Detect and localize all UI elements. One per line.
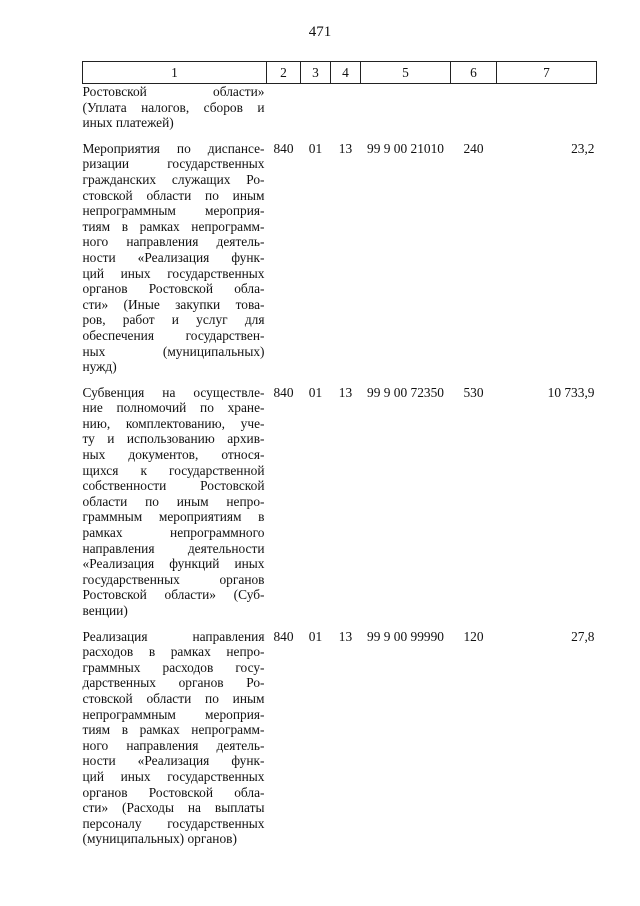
row-description <box>83 141 267 375</box>
description-line: ных документов, относя- <box>82 447 265 463</box>
description-line: сти» (Расходы на выплаты <box>82 800 265 816</box>
column-header-3: 3 <box>301 62 331 84</box>
description-line: тиям в рамках непрограмм- <box>82 722 265 738</box>
description-line: органов Ростовской обла- <box>82 281 265 297</box>
description-line: щихся к государственной <box>82 462 265 478</box>
header-row <box>83 62 597 84</box>
table-row <box>83 84 597 131</box>
description-line: обеспечения государствен- <box>82 327 265 343</box>
description-line: (Уплата налогов, сборов и <box>82 99 265 115</box>
cell-expense-type: 120 <box>463 628 484 644</box>
description-line: сти» (Иные закупки това- <box>82 296 265 312</box>
table-row <box>83 629 597 847</box>
description-line: ров, работ и услуг для <box>82 312 265 328</box>
table-body <box>83 84 597 847</box>
row-spacer-cell <box>83 131 597 141</box>
description-line: тиям в рамках непрограмм- <box>82 218 265 234</box>
cell-amount: 23,2 <box>571 140 595 156</box>
description-line: Ростовской области» (Суб- <box>82 587 265 603</box>
description-line: иных платежей) <box>82 115 174 131</box>
cell-expense-type: 530 <box>463 384 484 400</box>
row-description <box>83 629 267 847</box>
description-line: органов Ростовской обла- <box>82 784 265 800</box>
description-line: Реализация направления <box>82 628 265 644</box>
description-line: ций иных государственных <box>82 265 265 281</box>
description-line: ризации государственных <box>82 156 265 172</box>
row-spacer-cell <box>83 375 597 385</box>
row-spacer <box>83 375 597 385</box>
cell-subsection: 13 <box>338 384 353 400</box>
cell-subsection <box>331 84 361 131</box>
cell-amount: 27,8 <box>571 628 595 644</box>
cell-target-article: 99 9 00 72350 <box>367 384 444 400</box>
description-line: венции) <box>82 603 128 618</box>
cell-admin-code: 840 <box>273 384 294 400</box>
description-line: Субвенция на осуществле- <box>82 384 265 400</box>
description-line: ние полномочий по хране- <box>82 400 265 416</box>
cell-section: 01 <box>308 384 323 400</box>
cell-section: 01 <box>308 628 323 644</box>
description-line: ных (муниципальных) <box>82 343 265 359</box>
description-line: области по иным непро- <box>82 493 265 509</box>
description-line: дарственных органов Ро- <box>82 675 265 691</box>
description-line: (муниципальных) органов) <box>82 831 237 847</box>
description-line: ности «Реализация функ- <box>82 249 265 265</box>
description-line: нию, комплектованию, учe- <box>82 415 265 431</box>
column-header-2: 2 <box>267 62 301 84</box>
cell-admin-code <box>267 84 301 131</box>
description-line: персоналу государственных <box>82 815 265 831</box>
description-line: нужд) <box>82 359 117 375</box>
description-line: стовской области по иным <box>82 187 265 203</box>
cell-section <box>301 84 331 131</box>
cell-target-article: 99 9 00 21010 <box>367 140 444 156</box>
column-header-5: 5 <box>361 62 451 84</box>
description-line: собственности Ростовской <box>82 478 265 494</box>
page-number: 471 <box>308 24 332 40</box>
description-line: Мероприятия по диспансе- <box>82 140 265 156</box>
description-line: ций иных государственных <box>82 768 265 784</box>
description-line: граммных расходов госу- <box>82 659 265 675</box>
row-spacer <box>83 619 597 629</box>
description-line: направления деятельности <box>82 540 265 556</box>
table-row <box>83 141 597 375</box>
row-description <box>83 84 267 131</box>
description-line: граммным мероприятиям в <box>82 509 265 525</box>
budget-table <box>82 61 597 847</box>
description-line: Ростовской области» <box>82 84 265 99</box>
description-line: гражданских служащих Ро- <box>82 171 265 187</box>
description-line: ту и использованию архив- <box>82 431 265 447</box>
cell-expense-type <box>451 84 497 131</box>
cell-subsection: 13 <box>338 628 353 644</box>
description-line: ности «Реализация функ- <box>82 753 265 769</box>
description-line: ного направления деятель- <box>82 737 265 753</box>
cell-amount: 10 733,9 <box>547 384 595 400</box>
description-line: «Реализация функций иных <box>82 556 265 572</box>
row-spacer-cell <box>83 619 597 629</box>
description-line: стовской области по иным <box>82 690 265 706</box>
cell-admin-code: 840 <box>273 628 294 644</box>
column-header-4: 4 <box>331 62 361 84</box>
description-line: ного направления деятель- <box>82 234 265 250</box>
column-header-7: 7 <box>497 62 597 84</box>
table-row <box>83 385 597 619</box>
cell-expense-type: 240 <box>463 140 484 156</box>
row-description <box>83 385 267 619</box>
description-line: непрограммным мероприя- <box>82 203 265 219</box>
description-line: непрограммным мероприя- <box>82 706 265 722</box>
cell-subsection: 13 <box>338 140 353 156</box>
cell-target-article: 99 9 00 99990 <box>367 628 444 644</box>
description-line: государственных органов <box>82 571 265 587</box>
cell-section: 01 <box>308 140 323 156</box>
column-header-6: 6 <box>451 62 497 84</box>
cell-target-article <box>361 84 451 131</box>
row-spacer <box>83 131 597 141</box>
column-header-1: 1 <box>83 62 267 84</box>
cell-admin-code: 840 <box>273 140 294 156</box>
description-line: расходов в рамках непро- <box>82 644 265 660</box>
description-line: рамках непрограммного <box>82 525 265 541</box>
cell-amount <box>497 84 597 131</box>
